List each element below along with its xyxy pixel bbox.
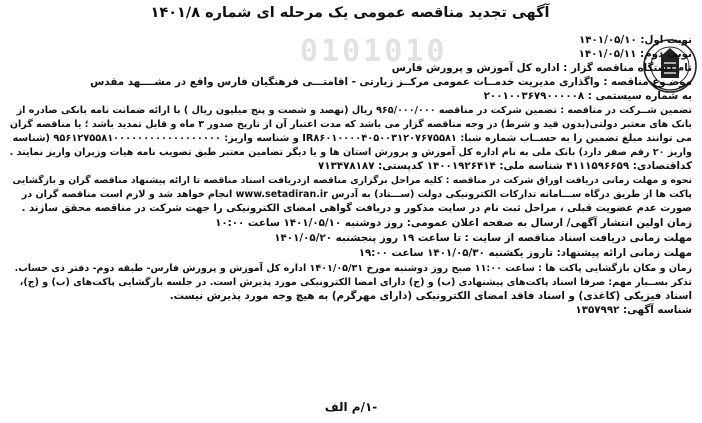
first-notice-date: نوبت اول: ۱۴۰۱/۰۵/۱۰ bbox=[578, 34, 692, 46]
notice-title: آگهی تجدید مناقصه عمومی یک مرحله ای شماره ۱۴۰۱/۸ bbox=[150, 5, 550, 21]
notice-id: شناسه آگهی: ۱۳۵۷۹۹۲ bbox=[575, 304, 692, 316]
procedure-line-2: پاکت ها از طریق درگاه ســـامانه تدارکات الکترونیکی دولت (ســـتاد) به آدرس www.setadiran.ir انجام خواهد شد و لازم است مناقصه گران در bbox=[21, 189, 692, 200]
procedure-line-1: نحوه و مهلت زمانی دریافت اوراق شرکت در مناقصه : کلیه مراحل برگزاری مناقصه ازدریافت اسناد مناقصه تا ارائه پیشنهاد مناقصه گران و بازگشایی bbox=[12, 175, 692, 186]
tender-subject: موضـوع مناقصه : واگذاری مدیریت خدمــات عمومی مرکــز زیارتی - اقامتـــی فرهنگیان فارس واقع در مشــــهد مقدس bbox=[90, 76, 692, 88]
procedure-line-3: صورت عدم عضویت قبلی ، مراحل ثبت نام در سایت مذکور و دریافت گواهی امضای الکترونیکی را جهت شرکت در مناقصه محقق سازند . bbox=[21, 203, 692, 214]
tender-organization: نام دستگاه مناقصه گزار : اداره کل آموزش و پرورش فارس bbox=[391, 62, 692, 74]
guarantee-line-4: واریز ۲۰ رقم صفر دارد) بانک ملی به نام اداره کل آموزش و پرورش استان ها و یا دیگر تضامین معتبر طبق تصویب نامه هیات وزیران واریز نمایند . bbox=[9, 147, 692, 158]
system-number: به شماره سیستمی : ۲۰۰۱۰۰۳۶۷۹۰۰۰۰۰۸ bbox=[483, 90, 692, 102]
important-note-line-2: اسناد فیزیکی (کاغذی) و اسناد فاقد امضای الکترونیکی (دارای مهرگرم) به هیچ وجه مورد پذیرش نیست. bbox=[169, 290, 692, 302]
watermark: 0101010 bbox=[300, 34, 448, 69]
first-publication-date: زمان اولین انتشار آگهی/ ارسال به صفحه اعلان عمومی: روز دوشنبه ۱۴۰۱/۰۵/۱۰ ساعت ۱۰:۰۰ bbox=[215, 217, 692, 229]
footer-code: -۱/م الف bbox=[324, 400, 378, 414]
second-notice-date: نوبت دوم: ۱۴۰۱/۰۵/۱۱ bbox=[578, 48, 692, 60]
guarantee-line-3: می توانند مبلغ تضمین را به حســاب شماره شبا: IR۸۶۰۱۰۰۰۰۴۰۵۰۰۳۱۲۰۷۶۷۵۵۸۱ و شناسه واریز: ۹۵۶۱۲۷۵۵۸۱۰۰۰۰۰۰۰۰۰۰۰۰۰۰۰۰۰۰ (شناسه bbox=[12, 133, 692, 144]
guarantee-line-1: تضمین شــرکت در مناقصه : تضمین شرکت در مناقصه ۹۶۵/۰۰۰/۰۰۰ ریال (نهصد و شصت و پنج میلیون ریال ) با ارائه ضمانت نامه بانکی صادره از bbox=[16, 105, 692, 116]
proposal-deadline: مهلت زمانی ارائه پیشنهاد: تاروز یکشنبه ۱۴۰۱/۰۵/۳۰ ساعت ۱۹:۰۰ bbox=[358, 247, 692, 259]
important-note-line-1: تذکر بســیار مهم: صرفا اسناد پاکت‌های پیشنهادی (ب) و (ج) دارای امضا الکترونیکی مورد پذیرش است. در جلسه بازگشایی پاکت‌های (ب) و (ج)، bbox=[19, 277, 692, 288]
economic-ids: کداقتصادی: ۴۱۱۱۵۹۶۶۵۹ شناسه ملی: ۱۴۰۰۱۹۲۶۴۱۴ کدپستی: ۷۱۳۴۷۸۱۸۷ bbox=[317, 160, 692, 172]
document-deadline: مهلت زمانی دریافت اسناد مناقصه از سایت : تا ساعت ۱۹ روز پنجشنبه ۱۴۰۱/۰۵/۲۰ bbox=[274, 232, 692, 244]
guarantee-line-2: بانک های معتبر دولتی(بدون قید و شرط) در وجه مناقصه گزار می باشد که مدت اعتبار آن از تاریخ صدور ۳ ماه و قابل تمدید باشد ؛ یا مناقصه گران bbox=[9, 119, 692, 130]
opening-time-place: زمان و مکان بازگشایی پاکت ها : ساعت ۱۱:۰۰ صبح روز دوشنبه مورخ ۱۴۰۱/۰۵/۳۱ اداره کل آموزش و پرورش فارس- طبقه دوم- دفتر ذی حساب. bbox=[14, 263, 692, 274]
